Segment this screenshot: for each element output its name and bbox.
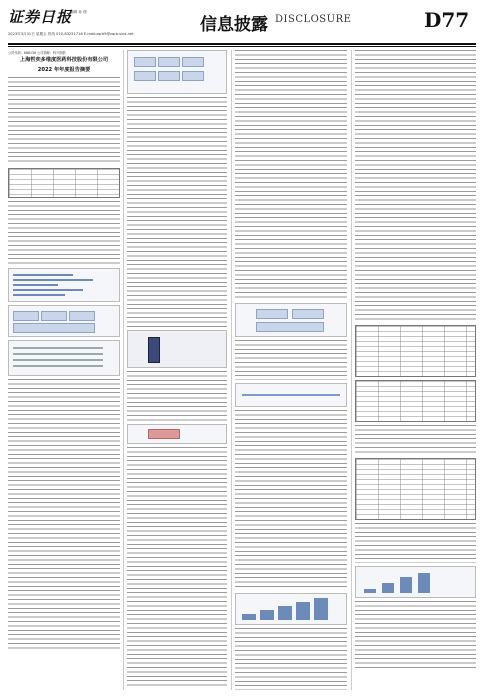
header-rule-thin [8, 46, 476, 47]
date-line: 2023年3月31日 星期五 热线 010-83251716 E-mail:zqrb9@zqrb.sina.net [8, 32, 134, 36]
page-number: D77 [424, 8, 470, 32]
table [8, 168, 120, 198]
text-block [127, 371, 227, 421]
section-title: 信息披露 [200, 15, 268, 35]
text-block [355, 523, 476, 563]
figure [235, 303, 347, 337]
text-block [235, 410, 347, 590]
text-block [355, 425, 476, 455]
report-title: 2022 年年度报告摘要 [37, 67, 91, 73]
column-3 [235, 50, 347, 690]
figure [127, 50, 227, 94]
section-title-english: DISCLOSURE [275, 14, 352, 25]
text-block [127, 447, 227, 687]
table [355, 458, 476, 520]
table [355, 325, 476, 377]
figure [235, 383, 347, 407]
column-2 [127, 50, 227, 690]
column-divider [231, 50, 232, 690]
figure [8, 268, 120, 302]
column-1 [8, 50, 120, 690]
figure [8, 305, 120, 337]
masthead [0, 0, 484, 44]
text-block [235, 50, 347, 300]
text-block [8, 379, 120, 649]
text-block [355, 50, 476, 322]
newspaper-logo: 证券日报 [8, 8, 73, 26]
text-block [127, 97, 227, 327]
header-rule [8, 43, 476, 45]
text-block [235, 628, 347, 690]
column-divider [123, 50, 124, 690]
figure [8, 340, 120, 376]
figure [127, 424, 227, 444]
column-4 [355, 50, 476, 690]
figure [235, 593, 347, 625]
company-codes: 公司代码：688136 公司简称：科兴制药 [8, 51, 66, 55]
column-divider [351, 50, 352, 690]
table [355, 380, 476, 422]
company-name: 上海哲奕多维度医药科技股份有限公司 [19, 57, 109, 63]
text-block [355, 601, 476, 671]
text-block [8, 77, 120, 165]
editor-line: 编辑 孙 倩 [70, 10, 87, 14]
text-block [235, 340, 347, 380]
figure [355, 566, 476, 598]
text-block [8, 201, 120, 265]
figure [127, 330, 227, 368]
